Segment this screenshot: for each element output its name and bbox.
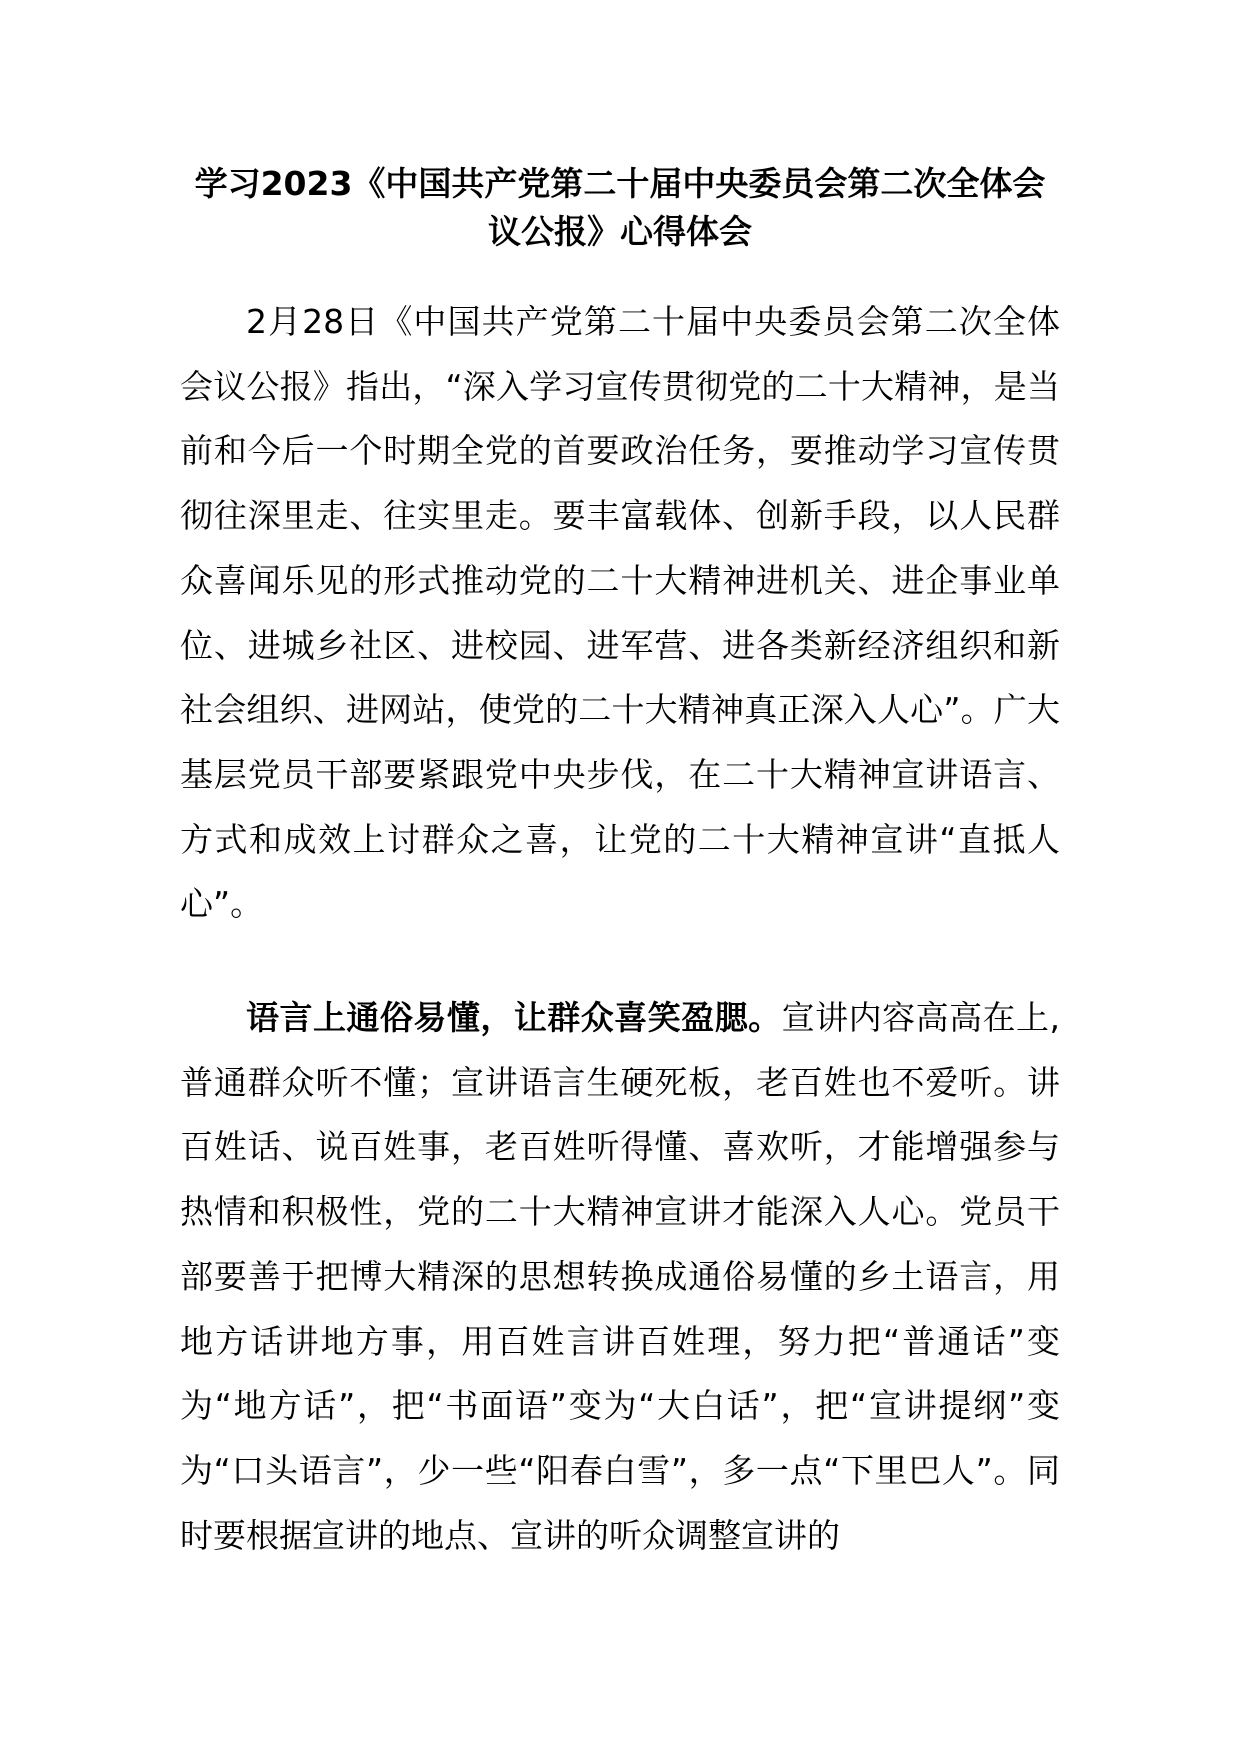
document-title: 学习2023《中国共产党第二十届中央委员会第二次全体会议公报》心得体会	[194, 164, 1046, 251]
paragraph-body-text: 宣讲内容高高在上,普通群众听不懂；宣讲语言生硬死板，老百姓也不爱听。讲百姓话、说百姓事，老百姓听得懂、喜欢听，才能增强参与热情和积极性，党的二十大精神宣讲才能深入人心。党员干部要善于把博大精深的思想转换成通俗易懂的乡土语言，用地方话讲地方事，用百姓言讲百姓理，努力把“普通话”变为“地方话”，把“书面语”变为“大白话”，把“宣讲提纲”变为“口头语言”，少一些“阳春白雪”，多一点“下里巴人”。同时要根据宣讲的地点、宣讲的听众调整宣讲的	[180, 998, 1060, 1555]
paragraph-lead-heading: 语言上通俗易懂，让群众喜笑盈腮。	[246, 998, 782, 1037]
paragraph-intro: 2月28日《中国共产党第二十届中央委员会第二次全体会议公报》指出，“深入学习宣传贯彻党的二十大精神，是当前和今后一个时期全党的首要政治任务，要推动学习宣传贯彻往深里走、往实里走。要丰富载体、创新手段，以人民群众喜闻乐见的形式推动党的二十大精神进机关、进企事业单位、进城乡社区、进校园、进军营、进各类新经济组织和新社会组织、进网站，使党的二十大精神真正深入人心”。广大基层党员干部要紧跟党中央步伐，在二十大精神宣讲语言、方式和成效上讨群众之喜，让党的二十大精神宣讲“直抵人心”。	[180, 302, 1060, 924]
paragraph-language	[180, 986, 1060, 1568]
